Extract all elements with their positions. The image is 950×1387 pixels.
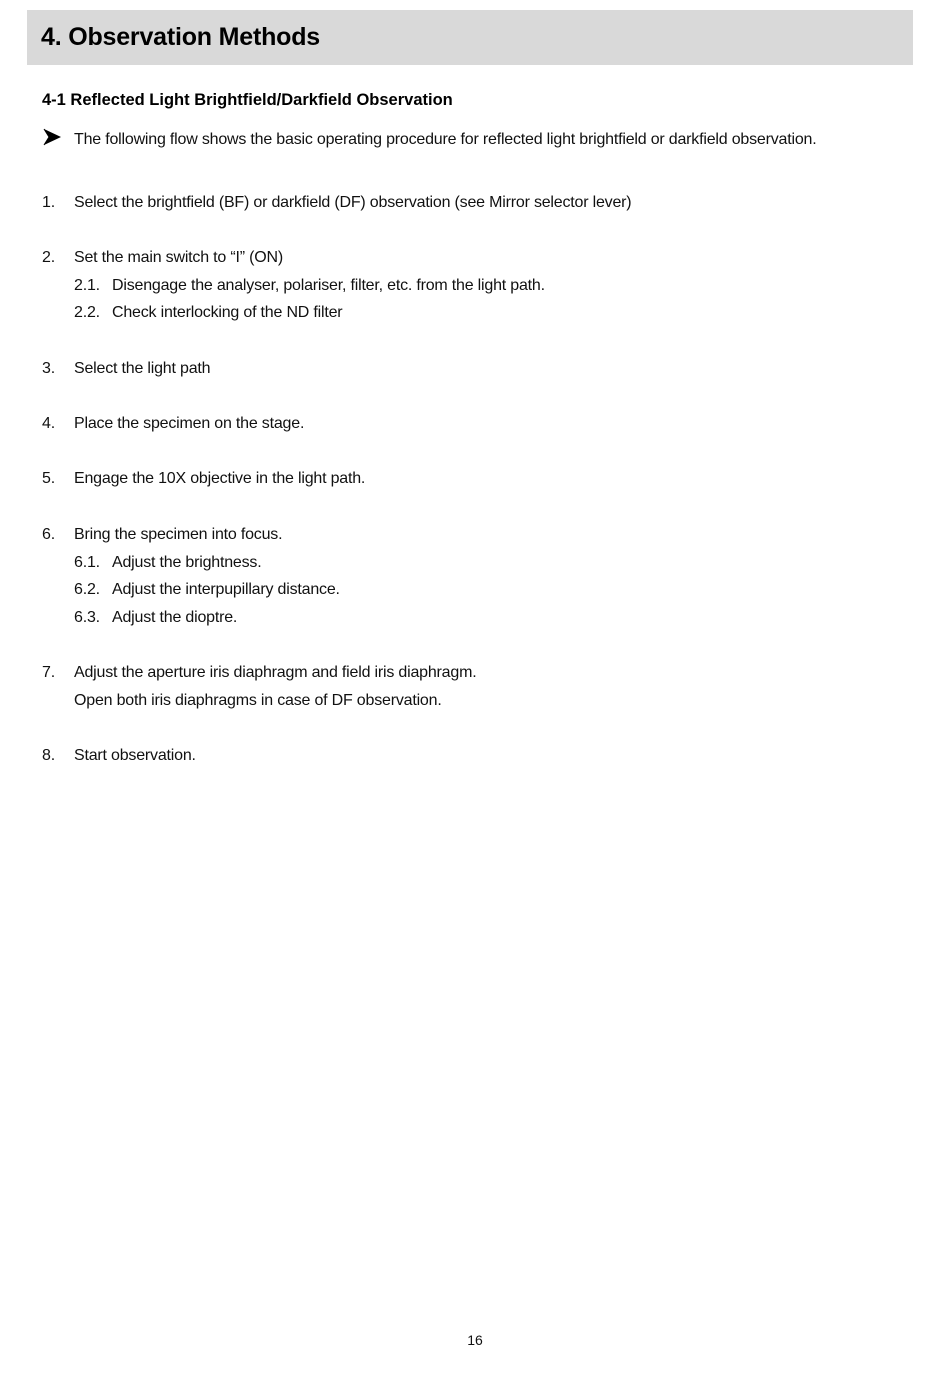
step-number: 1. bbox=[42, 194, 55, 211]
arrowhead-bullet-icon bbox=[42, 126, 64, 148]
step-text: Adjust the aperture iris diaphragm and field iris diaphragm. bbox=[74, 664, 477, 681]
step-number: 5. bbox=[42, 470, 55, 487]
step-text: Set the main switch to “I” (ON) bbox=[74, 249, 283, 266]
substep-text: Disengage the analyser, polariser, filter, etc. from the light path. bbox=[112, 276, 545, 294]
step-continuation-text: Open both iris diaphragms in case of DF observation. bbox=[74, 691, 442, 709]
step-number: 3. bbox=[42, 360, 55, 377]
substep-2-2 bbox=[42, 302, 902, 330]
substep-2-1 bbox=[42, 275, 902, 303]
section-heading: 4-1 Reflected Light Brightfield/Darkfield Observation bbox=[42, 91, 453, 109]
substep-6-1 bbox=[42, 552, 902, 580]
substep-number: 6.3. bbox=[74, 608, 100, 626]
step-number: 6. bbox=[42, 526, 55, 543]
step-number: 4. bbox=[42, 415, 55, 432]
step-text: Place the specimen on the stage. bbox=[74, 415, 305, 432]
step-text: Start observation. bbox=[74, 747, 196, 764]
step-1 bbox=[42, 192, 902, 220]
step-number: 7. bbox=[42, 664, 55, 681]
step-text: Engage the 10X objective in the light path. bbox=[74, 470, 366, 487]
step-3 bbox=[42, 358, 902, 386]
step-number: 8. bbox=[42, 747, 55, 764]
substep-6-2 bbox=[42, 579, 902, 607]
step-text: Select the light path bbox=[74, 360, 211, 377]
step-7 bbox=[42, 662, 902, 717]
page-title-bar bbox=[27, 10, 913, 65]
step-text: Select the brightfield (BF) or darkfield (DF) observation (see Mirror selector lever) bbox=[74, 194, 632, 211]
substep-text: Check interlocking of the ND filter bbox=[112, 304, 343, 322]
step-2 bbox=[42, 247, 902, 330]
substep-text: Adjust the interpupillary distance. bbox=[112, 581, 340, 599]
substep-number: 2.2. bbox=[74, 304, 100, 322]
substep-number: 6.1. bbox=[74, 553, 100, 571]
substep-number: 2.1. bbox=[74, 276, 100, 294]
step-5 bbox=[42, 468, 902, 496]
step-number: 2. bbox=[42, 249, 55, 266]
step-6 bbox=[42, 524, 902, 634]
page-title: 4. Observation Methods bbox=[41, 23, 320, 51]
intro-paragraph bbox=[42, 126, 902, 156]
step-4 bbox=[42, 413, 902, 441]
substep-text: Adjust the dioptre. bbox=[112, 608, 238, 626]
page-number: 16 bbox=[467, 1332, 483, 1348]
substep-number: 6.2. bbox=[74, 581, 100, 599]
step-8 bbox=[42, 745, 902, 773]
step-text: Bring the specimen into focus. bbox=[74, 526, 283, 543]
intro-text: The following flow shows the basic operating procedure for reflected light brightfield or darkfield observation. bbox=[74, 131, 817, 148]
substep-text: Adjust the brightness. bbox=[112, 553, 262, 571]
substep-6-3 bbox=[42, 607, 902, 635]
